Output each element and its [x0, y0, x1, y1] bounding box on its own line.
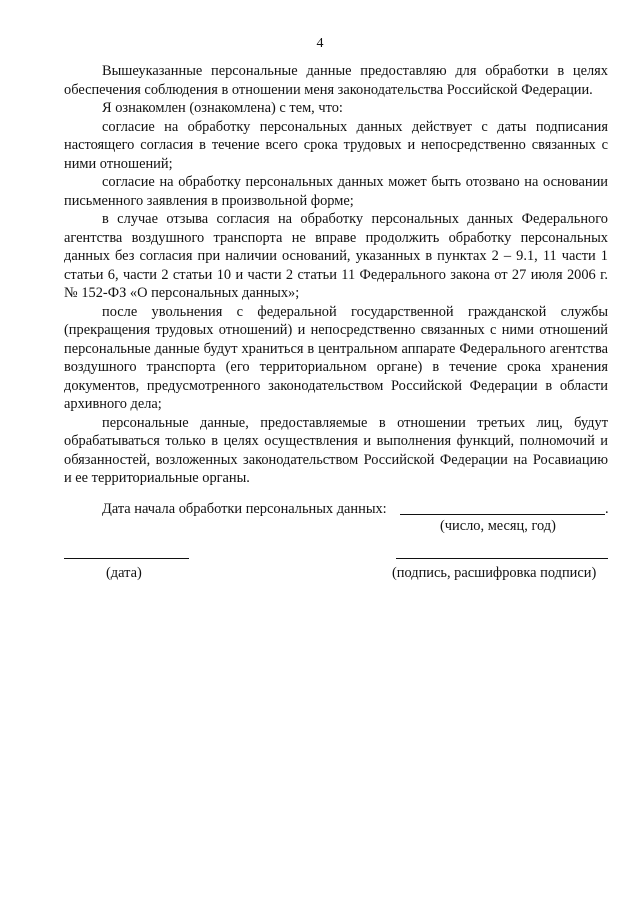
document-body [64, 62, 608, 488]
signing-date-label: (дата) [106, 565, 142, 581]
processing-start-date-row [102, 500, 608, 518]
signing-date-field[interactable] [64, 558, 189, 559]
processing-start-date-label: Дата начала обработки персональных данных: [102, 501, 387, 517]
paragraph-consent-withdrawal: согласие на обработку персональных данных может быть отозвано на основании письменного заявления в произвольной форме; [64, 174, 608, 209]
paragraph-data-retention: после увольнения с федеральной государственной гражданской службы (прекращения трудовых отношений) и непосредственно связанных с ними отношений персональные данные будут храниться в центральном аппарате Федерального агентства воздушного транспорта (его территориальном органе) в течение срока хранения документов, предусмотренного законодательством Российской Федерации в области архивного дела; [64, 303, 608, 412]
signature-field[interactable] [396, 558, 608, 559]
page-number: 4 [316, 36, 324, 51]
signature-label: (подпись, расшифровка подписи) [392, 565, 597, 581]
processing-start-date-period: . [605, 501, 609, 517]
paragraph-purpose: Вышеуказанные персональные данные предоставляю для обработки в целях обеспечения соблюдения в отношении меня законодательства Российской Федерации. [64, 63, 608, 98]
paragraph-acknowledgement: Я ознакомлен (ознакомлена) с тем, что: [102, 100, 343, 116]
processing-start-date-field[interactable] [400, 514, 605, 515]
paragraph-withdrawal-consequences: в случае отзыва согласия на обработку персональных данных Федерального агентства воздушного транспорта не вправе продолжить обработку персональных данных без согласия при наличии оснований, указанных в пунктах 2 – 9.1, 11 части 1 статьи 6, части 2 статьи 10 и части 2 статьи 11 Федерального закона от 27 июля 2006 г. № 152-ФЗ «О персональных данных»; [64, 211, 608, 301]
paragraph-consent-validity: согласие на обработку персональных данных действует с даты подписания настоящего согласия в течение всего срока трудовых и непосредственно связанных с ними отношений; [64, 118, 608, 172]
processing-start-date-hint: (число, месяц, год) [440, 518, 556, 534]
paragraph-third-parties: персональные данные, предоставляемые в отношении третьих лиц, будут обрабатываться только в целях осуществления и выполнения функций, полномочий и обязанностей, возложенных законодательством Российской Федерации на Росавиацию и ее территориальные органы. [64, 414, 608, 486]
